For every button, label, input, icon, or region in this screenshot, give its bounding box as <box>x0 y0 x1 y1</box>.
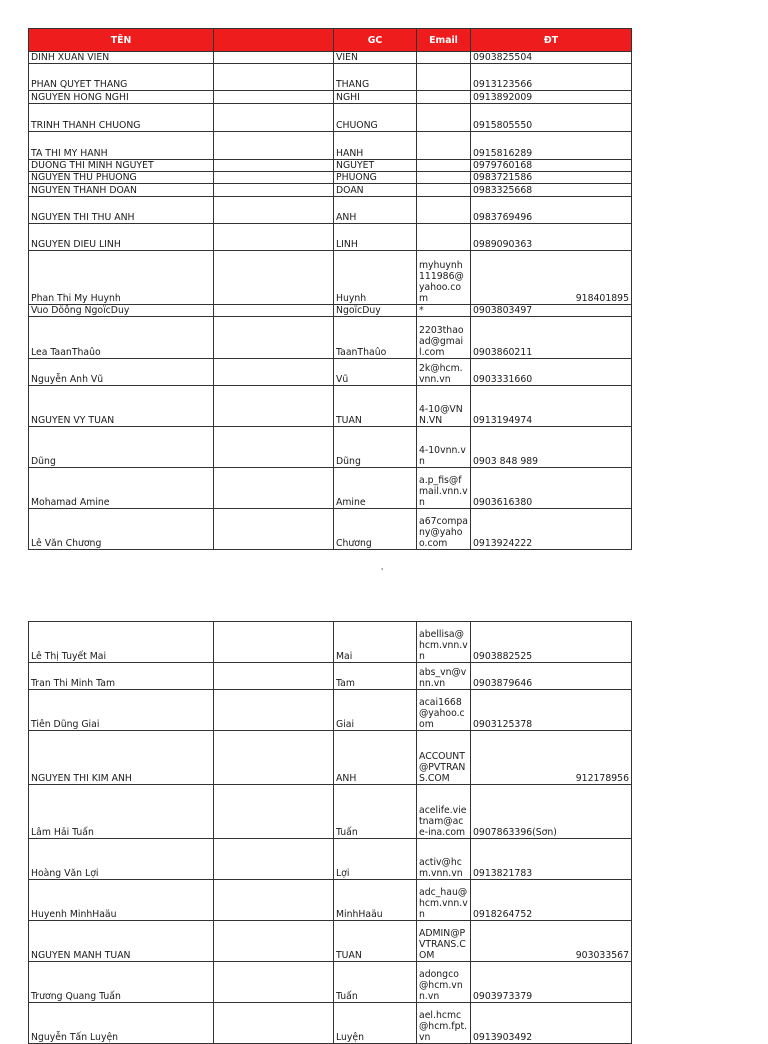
header-row <box>29 29 632 52</box>
gc-cell: Huynh <box>334 251 417 305</box>
name-cell: Lê Thị Tuyết Mai <box>29 622 214 663</box>
email-cell <box>417 64 471 91</box>
email-cell: 2k@hcm.vnn.vn <box>417 359 471 386</box>
blank-cell <box>214 386 334 427</box>
header-phone: ĐT <box>471 29 632 52</box>
gc-cell: TaanThaûo <box>334 317 417 359</box>
blank-cell <box>214 1003 334 1044</box>
name-cell: NGUYEN THI KIM ANH <box>29 731 214 785</box>
name-cell: TRINH THANH CHUONG <box>29 104 214 132</box>
email-cell <box>417 104 471 132</box>
name-cell: Dũng <box>29 427 214 468</box>
email-cell: ADMIN@PVTRANS.COM <box>417 921 471 962</box>
blank-cell <box>214 91 334 104</box>
email-cell <box>417 184 471 197</box>
email-cell: activ@hcm.vnn.vn <box>417 839 471 880</box>
table-row <box>29 91 632 104</box>
name-cell: NGUYEN HONG NGHI <box>29 91 214 104</box>
blank-cell <box>214 359 334 386</box>
blank-cell <box>214 622 334 663</box>
header-gc: GC <box>334 29 417 52</box>
phone-cell: 0903 848 989 <box>471 427 632 468</box>
phone-cell: 0903803497 <box>471 305 632 317</box>
table-row <box>29 160 632 172</box>
email-cell <box>417 91 471 104</box>
blank-cell <box>214 184 334 197</box>
email-cell: a67company@yahoo.com <box>417 509 471 550</box>
name-cell: Phan Thi My Huynh <box>29 251 214 305</box>
name-cell: Hoàng Văn Lợi <box>29 839 214 880</box>
gc-cell: Vũ <box>334 359 417 386</box>
table-row <box>29 731 632 785</box>
gc-cell: Dũng <box>334 427 417 468</box>
gc-cell: THANG <box>334 64 417 91</box>
phone-cell: 0989090363 <box>471 224 632 251</box>
phone-cell: 0903331660 <box>471 359 632 386</box>
header-name: TÊN <box>29 29 214 52</box>
phone-cell: 0979760168 <box>471 160 632 172</box>
phone-cell: 918401895 <box>471 251 632 305</box>
blank-cell <box>214 132 334 160</box>
blank-cell <box>214 962 334 1003</box>
name-cell: NGUYEN DIEU LINH <box>29 224 214 251</box>
blank-cell <box>214 663 334 690</box>
email-cell: acelife.vietnam@ace-ina.com <box>417 785 471 839</box>
email-cell: abellisa@hcm.vnn.vn <box>417 622 471 663</box>
name-cell: Trương Quang Tuấn <box>29 962 214 1003</box>
phone-cell: 0913903492 <box>471 1003 632 1044</box>
table-row <box>29 468 632 509</box>
name-cell: Huyenh MinhHaäu <box>29 880 214 921</box>
gc-cell: NGHI <box>334 91 417 104</box>
gc-cell: NGUYET <box>334 160 417 172</box>
email-cell: myhuynh111986@yahoo.com <box>417 251 471 305</box>
table-row <box>29 880 632 921</box>
phone-cell: 0983769496 <box>471 197 632 224</box>
gc-cell: Tuấn <box>334 962 417 1003</box>
table-row <box>29 690 632 731</box>
separator-mark: ' <box>381 567 384 576</box>
name-cell: DUONG THI MINH NGUYET <box>29 160 214 172</box>
blank-cell <box>214 160 334 172</box>
gc-cell: DOAN <box>334 184 417 197</box>
gc-cell: TUAN <box>334 386 417 427</box>
phone-cell: 0913924222 <box>471 509 632 550</box>
phone-cell: 0903860211 <box>471 317 632 359</box>
name-cell: Tran Thi Minh Tam <box>29 663 214 690</box>
blank-cell <box>214 509 334 550</box>
table-row <box>29 663 632 690</box>
email-cell <box>417 132 471 160</box>
gc-cell: Lợi <box>334 839 417 880</box>
table-row <box>29 359 632 386</box>
table-row <box>29 132 632 160</box>
name-cell: NGUYEN THI THU ANH <box>29 197 214 224</box>
phone-cell: 0913194974 <box>471 386 632 427</box>
gc-cell: ANH <box>334 197 417 224</box>
blank-cell <box>214 427 334 468</box>
email-cell: 4-10@VNN.VN <box>417 386 471 427</box>
blank-cell <box>214 921 334 962</box>
blank-cell <box>214 305 334 317</box>
phone-cell: 0903825504 <box>471 52 632 64</box>
gc-cell: Amine <box>334 468 417 509</box>
phone-cell: 0918264752 <box>471 880 632 921</box>
contacts-table-1 <box>28 28 632 550</box>
name-cell: TA THI MY HANH <box>29 132 214 160</box>
email-cell: ACCOUNT@PVTRANS.COM <box>417 731 471 785</box>
phone-cell: 0903616380 <box>471 468 632 509</box>
blank-cell <box>214 839 334 880</box>
phone-cell: 0915816289 <box>471 132 632 160</box>
phone-cell: 0903882525 <box>471 622 632 663</box>
email-cell <box>417 172 471 184</box>
phone-cell: 0983721586 <box>471 172 632 184</box>
name-cell: PHAN QUYET THANG <box>29 64 214 91</box>
blank-cell <box>214 224 334 251</box>
table-row <box>29 224 632 251</box>
phone-cell: 0913821783 <box>471 839 632 880</box>
phone-cell: 0903879646 <box>471 663 632 690</box>
gc-cell: Mai <box>334 622 417 663</box>
name-cell: NGUYEN MANH TUAN <box>29 921 214 962</box>
phone-cell: 0983325668 <box>471 184 632 197</box>
name-cell: Vuo Döông NgoïcDuy <box>29 305 214 317</box>
blank-cell <box>214 104 334 132</box>
table-row <box>29 64 632 91</box>
table-row <box>29 962 632 1003</box>
email-cell: * <box>417 305 471 317</box>
table-row <box>29 921 632 962</box>
table-row <box>29 427 632 468</box>
name-cell: NGUYEN VY TUAN <box>29 386 214 427</box>
gc-cell: Luyện <box>334 1003 417 1044</box>
name-cell: Nguyễn Anh Vũ <box>29 359 214 386</box>
table-row <box>29 785 632 839</box>
blank-cell <box>214 52 334 64</box>
table-row <box>29 317 632 359</box>
email-cell <box>417 197 471 224</box>
name-cell: DINH XUAN VIEN <box>29 52 214 64</box>
blank-cell <box>214 172 334 184</box>
email-cell: 4-10vnn.vn <box>417 427 471 468</box>
name-cell: Nguyễn Tấn Luyện <box>29 1003 214 1044</box>
table-row <box>29 839 632 880</box>
gc-cell: Tam <box>334 663 417 690</box>
name-cell: NGUYEN THU PHUONG <box>29 172 214 184</box>
blank-cell <box>214 690 334 731</box>
table-row <box>29 1003 632 1044</box>
table-row <box>29 184 632 197</box>
gc-cell: NgoïcDuy <box>334 305 417 317</box>
gc-cell: Chương <box>334 509 417 550</box>
table-row <box>29 622 632 663</box>
email-cell: ael.hcmc@hcm.fpt.vn <box>417 1003 471 1044</box>
email-cell: adc_hau@hcm.vnn.vn <box>417 880 471 921</box>
phone-cell: 0913892009 <box>471 91 632 104</box>
email-cell: acai1668@yahoo.com <box>417 690 471 731</box>
name-cell: Lea TaanThaûo <box>29 317 214 359</box>
blank-cell <box>214 468 334 509</box>
gc-cell: LINH <box>334 224 417 251</box>
name-cell: NGUYEN THANH DOAN <box>29 184 214 197</box>
header-email: Email <box>417 29 471 52</box>
email-cell <box>417 52 471 64</box>
name-cell: Mohamad Amine <box>29 468 214 509</box>
blank-cell <box>214 317 334 359</box>
blank-cell <box>214 731 334 785</box>
gc-cell: PHUONG <box>334 172 417 184</box>
blank-cell <box>214 197 334 224</box>
gc-cell: TUAN <box>334 921 417 962</box>
contacts-table-2 <box>28 621 632 1044</box>
phone-cell: 0915805550 <box>471 104 632 132</box>
blank-cell <box>214 785 334 839</box>
name-cell: Lê Văn Chương <box>29 509 214 550</box>
email-cell: 2203thaoad@gmail.com <box>417 317 471 359</box>
email-cell <box>417 224 471 251</box>
email-cell <box>417 160 471 172</box>
table-row <box>29 172 632 184</box>
table-row <box>29 509 632 550</box>
phone-cell: 0907863396(Sơn) <box>471 785 632 839</box>
table-row <box>29 386 632 427</box>
gc-cell: MinhHaäu <box>334 880 417 921</box>
gc-cell: HANH <box>334 132 417 160</box>
email-cell: adongco@hcm.vnn.vn <box>417 962 471 1003</box>
gc-cell: CHUONG <box>334 104 417 132</box>
blank-cell <box>214 880 334 921</box>
blank-cell <box>214 64 334 91</box>
blank-cell <box>214 251 334 305</box>
table-row <box>29 197 632 224</box>
name-cell: Lâm Hải Tuấn <box>29 785 214 839</box>
gc-cell: VIEN <box>334 52 417 64</box>
table-row <box>29 104 632 132</box>
email-cell: abs_vn@vnn.vn <box>417 663 471 690</box>
table-row <box>29 251 632 305</box>
header-blank <box>214 29 334 52</box>
phone-cell: 0903125378 <box>471 690 632 731</box>
table-row <box>29 52 632 64</box>
gc-cell: Tuấn <box>334 785 417 839</box>
email-cell: a.p_fis@fmail.vnn.vn <box>417 468 471 509</box>
table-row <box>29 305 632 317</box>
gc-cell: ANH <box>334 731 417 785</box>
gc-cell: Giai <box>334 690 417 731</box>
phone-cell: 903033567 <box>471 921 632 962</box>
phone-cell: 0913123566 <box>471 64 632 91</box>
name-cell: Tiên Dũng Giai <box>29 690 214 731</box>
phone-cell: 0903973379 <box>471 962 632 1003</box>
phone-cell: 912178956 <box>471 731 632 785</box>
